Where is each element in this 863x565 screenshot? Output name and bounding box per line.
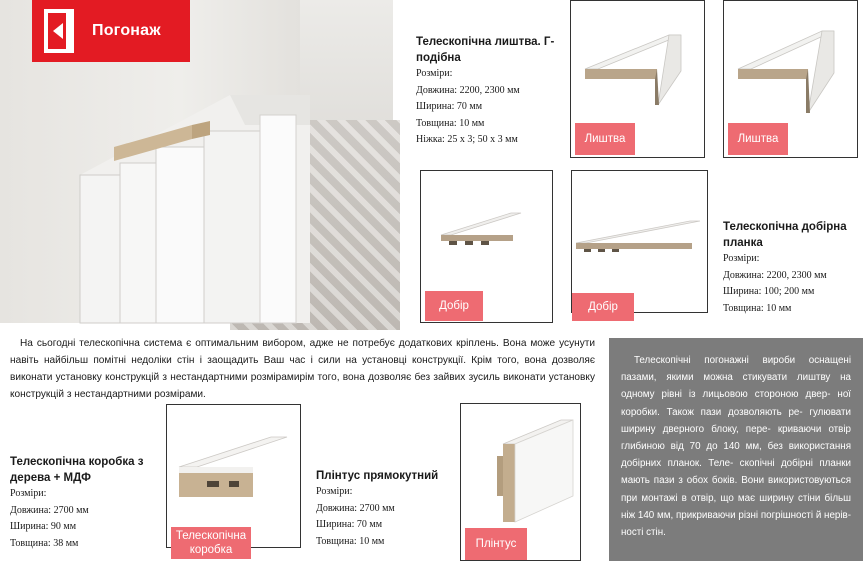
spec-line: Товщина: 38 мм bbox=[10, 537, 79, 549]
spec-line: Довжина: 2200, 2300 мм bbox=[723, 269, 827, 281]
spec-line: Товщина: 10 мм bbox=[416, 117, 485, 129]
image-label: Плінтус bbox=[465, 528, 527, 560]
spec-dobir bbox=[723, 219, 863, 317]
product-image-lishtva-2 bbox=[723, 0, 858, 158]
intro-paragraph: На сьогодні телескопічна система є оптимальним вибором, адже не потребує додаткових кріплень. Вона може усунути навіть найбільш помітні недоліки стін і заощадить Ваш час і сили на установці конструкції. Крім того, вона дозволяє виконати установку конструкцій з нестандартними розмірамирім того, вона дозволяє без зайвих зусиль виконати установку конструкцій з нестандартними розмірами. bbox=[10, 338, 595, 400]
product-image-plintus bbox=[460, 403, 581, 561]
door-logo-icon bbox=[44, 9, 74, 53]
spec-lishtva bbox=[416, 34, 566, 149]
spec-line: Товщина: 10 мм bbox=[723, 302, 792, 314]
spec-title: Телескопічна добірна планка bbox=[723, 221, 847, 249]
spec-sizes-label: Розміри: bbox=[10, 488, 47, 499]
product-image-korobka bbox=[166, 404, 301, 556]
description-panel bbox=[609, 338, 863, 561]
spec-plintus bbox=[316, 468, 456, 550]
image-label: Лиштва bbox=[575, 123, 635, 155]
spec-line: Ширина: 70 мм bbox=[416, 101, 483, 112]
spec-line: Довжина: 2700 мм bbox=[316, 502, 395, 514]
product-image-dobir-2 bbox=[571, 170, 708, 313]
door-frame-illustration bbox=[80, 95, 310, 323]
korobka-profile-icon bbox=[167, 405, 300, 547]
dobir-profile-icon bbox=[572, 171, 707, 312]
brand-header bbox=[32, 0, 190, 62]
spec-line: Довжина: 2700 мм bbox=[10, 504, 89, 516]
image-label: Добір bbox=[425, 291, 483, 321]
spec-title: Телескопічна коробка з дерева + МДФ bbox=[10, 456, 144, 484]
spec-title: Телескопічна лиштва. Г-подібна bbox=[416, 36, 555, 64]
spec-line: Ніжка: 25 х 3; 50 х 3 мм bbox=[416, 134, 518, 145]
hero-photo bbox=[0, 0, 393, 323]
spec-line: Ширина: 90 мм bbox=[10, 521, 77, 532]
spec-title: Плінтус прямокутний bbox=[316, 470, 439, 482]
spec-line: Ширина: 70 мм bbox=[316, 519, 383, 530]
spec-line: Ширина: 100; 200 мм bbox=[723, 286, 815, 297]
spec-line: Товщина: 10 мм bbox=[316, 535, 385, 547]
page-title: Погонаж bbox=[92, 22, 161, 39]
image-label: Телескопічна коробка bbox=[171, 527, 251, 559]
spec-sizes-label: Розміри: bbox=[316, 486, 353, 497]
image-label: Добір bbox=[572, 293, 634, 321]
spec-sizes-label: Розміри: bbox=[416, 68, 453, 79]
product-image-lishtva-1 bbox=[570, 0, 705, 158]
spec-sizes-label: Розміри: bbox=[723, 253, 760, 264]
spec-korobka bbox=[10, 454, 160, 552]
image-label: Лиштва bbox=[728, 123, 788, 155]
product-image-dobir-1 bbox=[420, 170, 553, 323]
spec-line: Довжина: 2200, 2300 мм bbox=[416, 84, 520, 96]
description-text: Телескопічні погонажні вироби оснащені пазами, якими можна стикувати лиштву на одному рівні із лицьовою стороною двер- ної коробки. Також пази дозволяють ре- гулювати ширину дверного блоку, пере- криваючи отвір глибиною від 70 до 140 мм, без використання добірних планок. Теле- скопічні добірні планки мають пази з обох боків. Вони використовуються при монтажі в отвір, що має ширину стіни більш ніж 140 мм, прикриваючи різні погрішності й нерів- ності стін. bbox=[621, 355, 851, 539]
